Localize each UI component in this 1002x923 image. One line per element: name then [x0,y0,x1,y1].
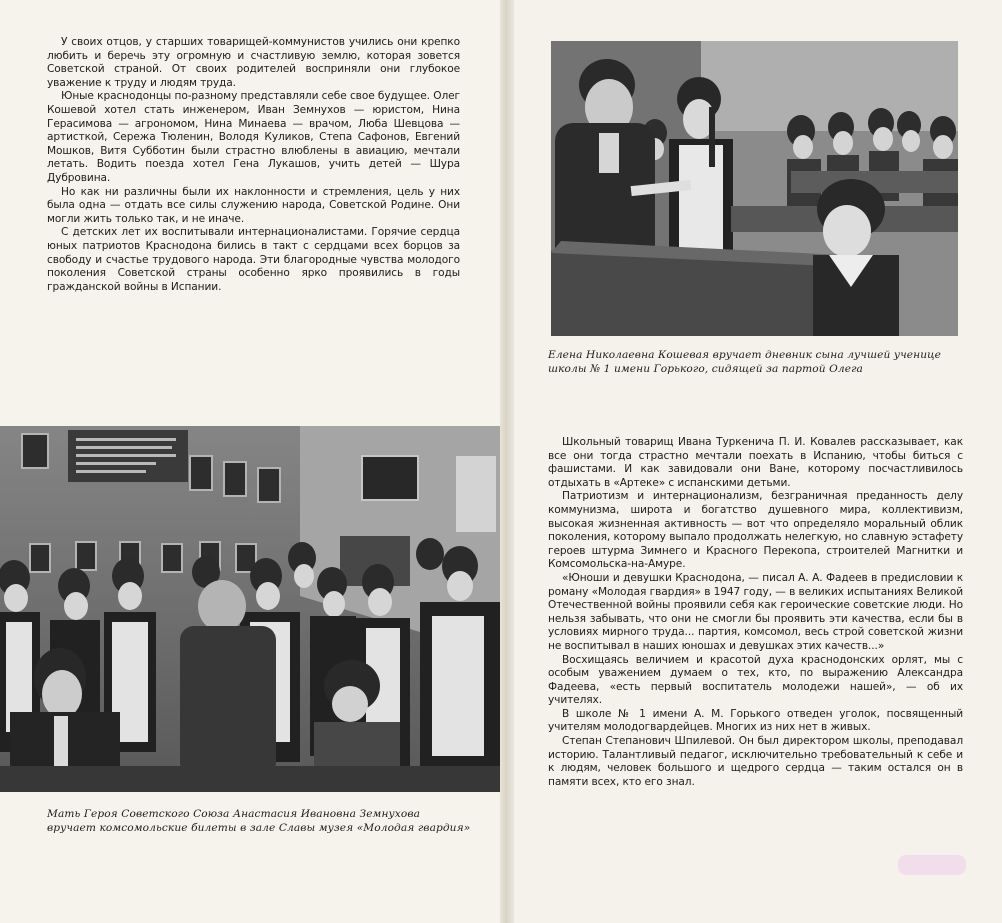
left-paragraph: У своих отцов, у старших товарищей-коммунистов учились они крепко любить и беречь эту огромную и счастливую землю, которая зовется Советской страной. От своих родителей восприняли они глубокое уважение к труду и людям труда. [47,36,460,89]
right-text-block [548,436,963,789]
left-photo-caption: Мать Героя Советского Союза Анастасия Ивановна Земнухова вручает комсомольские билеты в зале Славы музея «Молодая гвардия» [47,808,471,834]
right-paragraph: Восхищаясь величием и красотой духа краснодонских орлят, мы с особым уважением думаем о тех, кто, по выражению Александра Фадеева, «есть первый воспитатель молодежи нашей», — об их учителях. [548,653,963,707]
right-paragraph: Патриотизм и интернационализм, безграничная преданность делу коммунизма, широта и богатство душевного мира, коллективизм, высокая жизненная активность — вот что определяло моральный облик поколения, которому выпало продолжать нелегкую, но славную эстафету героев штурма Зимнего и Красного Перекопа, строителей Магнитки и Комсомольска-на-Амуре. [548,490,963,571]
right-paragraph: Школьный товарищ Ивана Туркенича П. И. Ковалев рассказывает, как все они тогда страстно мечтали поехать в Испанию, чтобы биться с фашистами. И как завидовали они Ване, которому посчастливилось отдыхать в «Артеке» с испанскими детьми. [548,436,963,489]
photo-museum-hall-image [0,426,500,792]
right-photo-caption: Елена Николаевна Кошевая вручает дневник сына лучшей ученице школы № 1 имени Горького, сидящей за партой Олега [548,349,942,375]
left-paragraph: С детских лет их воспитывали интернационалистами. Горячие сердца юных патриотов Краснодона бились в такт с сердцами всех борцов за свободу и счастье трудового народа. Эти благородные чувства молодого поколения Советской страны особенно ярко проявились в годы гражданской войны в Испании. [47,226,460,293]
page-fold [500,0,514,923]
left-paragraph: Но как ни различны были их наклонности и стремления, цель у них была одна — отдать все силы служению народа, Советской Родине. Они могли жить только так, и не иначе. [47,185,460,225]
photo-classroom [551,41,958,336]
photo-classroom-image [551,41,958,336]
left-paragraph: Юные краснодонцы по-разному представляли себе свое будущее. Олег Кошевой хотел стать инженером, Иван Земнухов — юристом, Нина Герасимова — агрономом, Нина Минаева — врачом, Люба Шевцова — артисткой, Сережа Тюленин, Володя Куликов, Степа Сафонов, Евгений Мошков, Витя Субботин были страстно влюблены в авиацию, мечтали летать. Водить поезда хотел Гена Лукашов, учить детей — Шура Дубровина. [47,90,460,184]
pink-smudge [898,855,966,875]
right-paragraph: «Юноши и девушки Краснодона, — писал А. А. Фадеев в предисловии к роману «Молодая гвардия» в 1947 году, — в великих испытаниях Великой Отечественной войны проявили себя как героические советские люди. Но нельзя забывать, что они не смогли бы проявить эти качества, если бы в условиях мирного труда... партия, комсомол, весь строй советской жизни не воспитывал в наших юношах и девушках этих качеств...» [548,571,963,652]
photo-museum-hall [0,426,500,792]
right-paragraph: В школе № 1 имени А. М. Горького отведен уголок, посвященный учителям молодогвардейцев. Многих из них нет в живых. [548,707,963,734]
left-text-block [47,36,460,294]
right-paragraph: Степан Степанович Шпилевой. Он был директором школы, преподавал историю. Талантливый педагог, исключительно требовательный к себе и к людям, человек большого и щедрого сердца — таким остался он в памяти всех, кто его знал. [548,735,963,788]
